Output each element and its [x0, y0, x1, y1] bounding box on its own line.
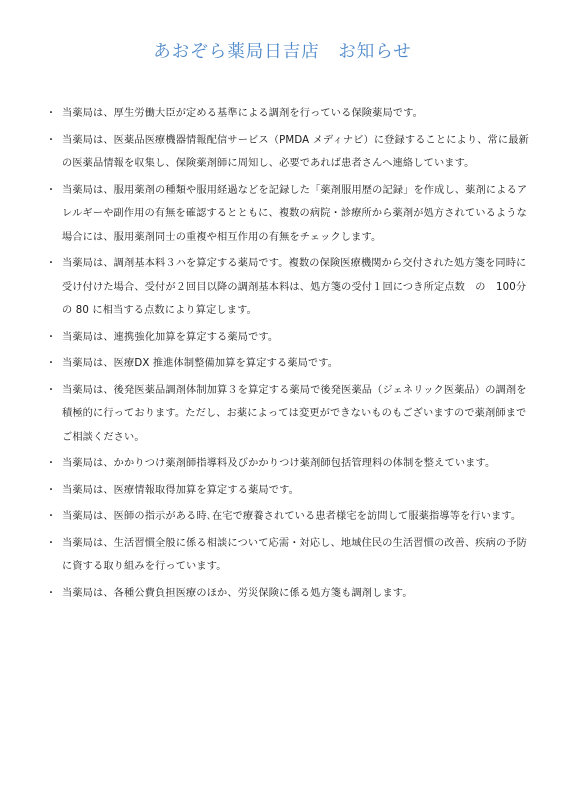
notice-item: [46, 582, 532, 606]
notice-text: 当薬局は、医療DX 推進体制整備加算を算定する薬局です。: [62, 358, 339, 369]
notice-text: 当薬局は、生活習慣全般に係る相談について応需・対応し、地域住民の生活習慣の改善、疾病の予防に資する取り組みを行っています。: [62, 537, 527, 572]
notice-text: 当薬局は、医療情報取得加算を算定する薬局です。: [62, 484, 299, 496]
notice-text: 当薬局は、厚生労働大臣が定める基準による調剤を行っている保険薬局です。: [62, 108, 423, 119]
bullet-marker: ・: [46, 511, 57, 522]
notice-item: [46, 505, 532, 529]
bullet-marker: ・: [46, 184, 57, 196]
bullet-marker: ・: [46, 258, 57, 269]
notice-text: 当薬局は、かかりつけ薬剤師指導料及びかかりつけ薬剤師包括管理料の体制を整えています。: [62, 458, 496, 469]
page-title: あおぞら薬局日吉店 お知らせ: [153, 42, 412, 62]
notice-text: 当薬局は、医薬品医療機器情報配信サービス（PMDA メディナビ）に登録することにより、常に最新の医薬品情報を収集し、保険薬剤師に周知し、必要であれば患者さんへ連絡しています。: [62, 134, 529, 169]
bullet-marker: ・: [46, 134, 57, 146]
notice-item: [46, 352, 532, 376]
notice-text: 当薬局は、調剤基本料３ハを算定する薬局です。複数の保険医療機関から交付された処方箋を同時に受け付けた場合、受付が２回目以降の調剤基本料は、処方箋の受付１回につき所定点数 の 100分の 80 に相当する点数により算定します。: [62, 258, 527, 316]
notice-text: 当薬局は、医師の指示がある時､在宅で療養されている患者様宅を訪問して服薬指導等を行います。: [62, 511, 522, 522]
bullet-marker: ・: [46, 537, 57, 549]
notice-item: [46, 479, 532, 503]
notice-item: [46, 179, 532, 250]
notice-text: 当薬局は、服用薬剤の種類や服用経過などを記録した「薬剤服用歴の記録」を作成し、薬剤によるアレルギーや副作用の有無を確認するとともに、複数の病院・診療所から薬剤が処方されているような場合には、服用薬剤同士の重複や相互作用の有無をチェックします。: [62, 184, 528, 243]
notice-item: [46, 379, 532, 450]
notice-item: [46, 129, 532, 176]
notice-item: [46, 252, 532, 323]
notice-item: [46, 326, 532, 350]
bullet-marker: ・: [46, 331, 57, 343]
bullet-marker: ・: [46, 484, 57, 496]
bullet-marker: ・: [46, 458, 57, 469]
bullet-marker: ・: [46, 384, 57, 396]
notice-item: [46, 102, 532, 126]
bullet-marker: ・: [46, 587, 57, 599]
bullet-marker: ・: [46, 108, 57, 119]
notice-list: [46, 102, 532, 608]
bullet-marker: ・: [46, 358, 57, 369]
notice-text: 当薬局は、後発医薬品調剤体制加算３を算定する薬局で後発医薬品（ジェネリック医薬品）の調剤を積極的に行っております。ただし、お薬によっては変更ができないものもございますので薬剤師までご相談ください。: [62, 384, 527, 443]
notice-text: 当薬局は、各種公費負担医療のほか、労災保険に係る処方箋も調剤します。: [62, 587, 413, 599]
notice-item: [46, 452, 532, 476]
notice-item: [46, 532, 532, 579]
notice-text: 当薬局は、連携強化加算を算定する薬局です。: [62, 331, 279, 343]
